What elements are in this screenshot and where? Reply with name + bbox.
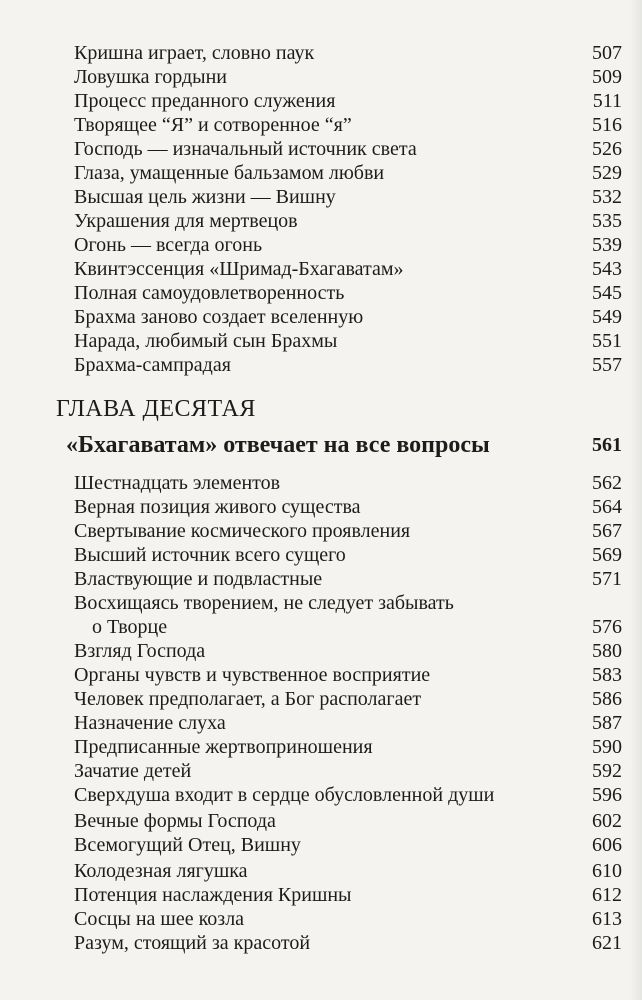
toc-entry-title: Нарада, любимый сын Брахмы xyxy=(74,330,338,352)
toc-entry-title: Сосцы на шее козла xyxy=(74,908,245,930)
toc-entry xyxy=(74,858,622,884)
toc-entry-title: Брахма заново создает вселенную xyxy=(74,306,364,328)
toc-entry-page: 507 xyxy=(592,42,622,64)
toc-entry xyxy=(74,930,622,956)
toc-entry-page: 610 xyxy=(592,860,622,882)
toc-entry-page: 529 xyxy=(592,162,622,184)
toc-entry-page: 516 xyxy=(592,114,622,136)
toc-entry-title: Вечные формы Господа xyxy=(74,810,276,832)
toc-entry xyxy=(74,638,622,664)
toc-entry-page: 569 xyxy=(592,544,622,566)
toc-entry-page: 612 xyxy=(592,884,622,906)
toc-entry xyxy=(74,232,622,258)
toc-entry-title: Огонь — всегда огонь xyxy=(74,234,263,256)
toc-entry-page: 539 xyxy=(592,234,622,256)
toc-entry-title: Брахма-сампрадая xyxy=(74,354,231,376)
toc-entry-page: 535 xyxy=(592,210,622,232)
toc-entry-page: 580 xyxy=(592,640,622,662)
toc-entry xyxy=(74,566,622,592)
toc-entry-page: 549 xyxy=(592,306,622,328)
toc-entry-title: Шестнадцать элементов xyxy=(74,472,281,494)
toc-entry-page: 590 xyxy=(592,736,622,758)
toc-entry-title: Сверхдуша входит в сердце обусловленной души xyxy=(74,784,495,806)
toc-entry-page: 526 xyxy=(592,138,622,160)
toc-entry-title: Предписанные жертвоприношения xyxy=(74,736,373,758)
toc-entry xyxy=(74,112,622,138)
toc-entry-page: 511 xyxy=(592,90,622,112)
toc-entry-title: Квинтэссенция «Шримад-Бхагаватам» xyxy=(74,258,404,280)
chapter-title: «Бхагаватам» отвечает на все вопросы xyxy=(66,432,490,458)
toc-entry xyxy=(74,208,622,234)
toc-entry-page: 551 xyxy=(592,330,622,352)
toc-entry-page: 583 xyxy=(592,664,622,686)
toc-entry xyxy=(74,328,622,354)
toc-entry-page: 602 xyxy=(592,810,622,832)
toc-entry-page: 621 xyxy=(592,932,622,954)
toc-entry-title: Свертывание космического проявления xyxy=(74,520,411,542)
toc-entry-title: Разум, стоящий за красотой xyxy=(74,932,311,954)
toc-entry xyxy=(74,662,622,688)
toc-entry xyxy=(74,686,622,712)
toc-entry xyxy=(74,64,622,90)
toc-entry-title: Украшения для мертвецов xyxy=(74,210,298,232)
toc-entry xyxy=(74,832,622,858)
toc-entry-title-continuation: о Творце xyxy=(92,616,168,638)
toc-entry-title: Процесс преданного служения xyxy=(74,90,336,112)
toc-entry-page: 562 xyxy=(592,472,622,494)
toc-entry-title: Органы чувств и чувственное восприятие xyxy=(74,664,431,686)
toc-entry xyxy=(74,280,622,306)
toc-entry-title: Колодезная лягушка xyxy=(74,860,248,882)
toc-entry xyxy=(74,542,622,568)
toc-entry-page: 557 xyxy=(592,354,622,376)
toc-entry-page: 532 xyxy=(592,186,622,208)
toc-entry-title: Господь — изначальный источник света xyxy=(74,138,417,160)
toc-entry xyxy=(74,88,622,114)
toc-entry-title: Высшая цель жизни — Вишну xyxy=(74,186,336,208)
toc-entry xyxy=(74,518,622,544)
toc-entry xyxy=(74,734,622,760)
toc-entry-page: 613 xyxy=(592,908,622,930)
toc-entry xyxy=(74,470,622,496)
toc-entry xyxy=(74,136,622,162)
toc-entry-page: 587 xyxy=(592,712,622,734)
toc-entry xyxy=(74,40,622,66)
toc-entry-title: Ловушка гордыни xyxy=(74,66,227,88)
toc-entry-title: Человек предполагает, а Бог располагает xyxy=(74,688,422,710)
toc-entry-title: Всемогущий Отец, Вишну xyxy=(74,834,301,856)
toc-entry xyxy=(74,906,622,932)
toc-entry-page: 571 xyxy=(592,568,622,590)
toc-entry-title: Восхищаясь творением, не следует забывать xyxy=(74,592,454,614)
toc-entry-page: 567 xyxy=(592,520,622,542)
toc-entry-title: Глаза, умащенные бальзамом любви xyxy=(74,162,385,184)
toc-entry-page: 586 xyxy=(592,688,622,710)
toc-entry xyxy=(74,304,622,330)
toc-entry-title: Верная позиция живого существа xyxy=(74,496,361,518)
toc-entry-title: Назначение слуха xyxy=(74,712,226,734)
toc-entry-page: 543 xyxy=(592,258,622,280)
page-edge-shadow xyxy=(630,0,642,1000)
toc-entry-title: Высший источник всего сущего xyxy=(74,544,346,566)
toc-entry-title: Зачатие детей xyxy=(74,760,192,782)
toc-entry-title: Потенция наслаждения Кришны xyxy=(74,884,352,906)
toc-entry-page: 509 xyxy=(592,66,622,88)
toc-entry xyxy=(74,758,622,784)
toc-entry-page: 545 xyxy=(592,282,622,304)
toc-entry xyxy=(74,808,622,834)
toc-entry xyxy=(74,494,622,520)
toc-entry xyxy=(74,160,622,186)
toc-entry-page: 592 xyxy=(592,760,622,782)
toc-entry-page: 564 xyxy=(592,496,622,518)
toc-entry-page: 596 xyxy=(592,784,622,806)
toc-entry xyxy=(74,882,622,908)
toc-entry xyxy=(74,710,622,736)
toc-entry-title: Взгляд Господа xyxy=(74,640,206,662)
toc-entry xyxy=(74,256,622,282)
toc-entry-title: Творящее “Я” и сотворенное “я” xyxy=(74,114,352,136)
toc-entry xyxy=(74,184,622,210)
toc-entry-title: Властвующие и подвластные xyxy=(74,568,323,590)
chapter-label: ГЛАВА ДЕСЯТАЯ xyxy=(56,396,256,422)
toc-entry-continuation xyxy=(74,614,622,640)
toc-entry-title: Полная самоудовлетворенность xyxy=(74,282,345,304)
toc-entry xyxy=(74,782,622,808)
toc-entry-page: 576 xyxy=(592,616,622,638)
toc-entry-title: Кришна играет, словно паук xyxy=(74,42,315,64)
toc-entry xyxy=(74,352,622,378)
toc-entry xyxy=(74,590,622,616)
toc-entry-page: 606 xyxy=(592,834,622,856)
chapter-page: 561 xyxy=(592,434,622,456)
